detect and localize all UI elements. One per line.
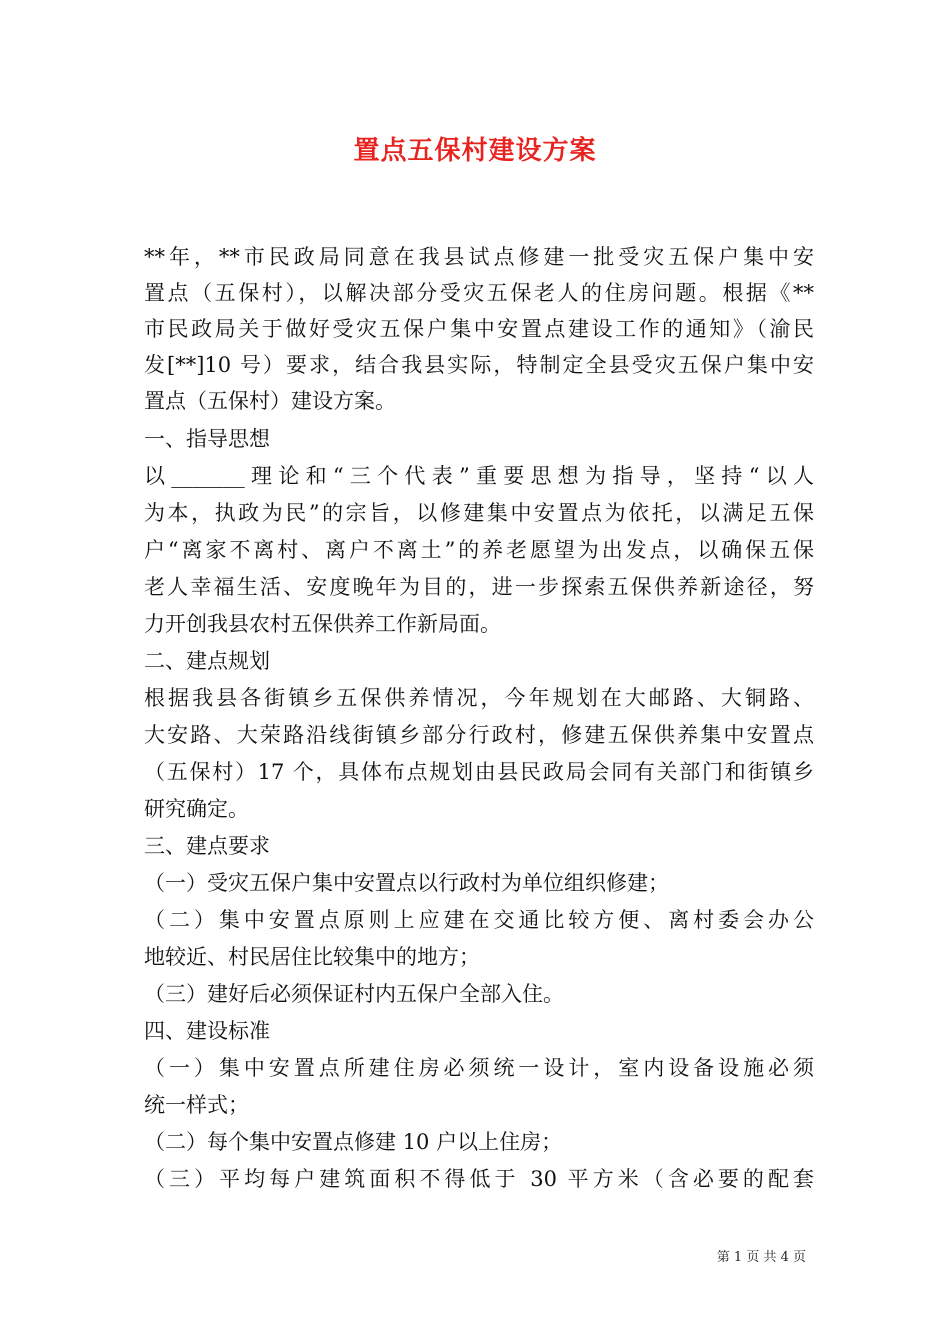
body-line: 老人幸福生活、安度晚年为目的，进一步探索五保供养新途径，努 (144, 575, 814, 599)
body-line: 市民政局关于做好受灾五保户集中安置点建设工作的通知》（渝民 (144, 317, 814, 341)
body-line: 发[**]10 号）要求，结合我县实际，特制定全县受灾五保户集中安 (144, 353, 814, 377)
body-line: 地较近、村民居住比较集中的地方； (144, 945, 480, 969)
body-line: 置点（五保村）建设方案。 (144, 389, 396, 413)
body-line: （一）集中安置点所建住房必须统一设计，室内设备设施必须 (144, 1056, 814, 1080)
body-line: 根据我县各街镇乡五保供养情况，今年规划在大邮路、大铜路、 (144, 686, 814, 710)
body-line: （二）集中安置点原则上应建在交通比较方便、离村委会办公 (144, 908, 814, 932)
body-line: 研究确定。 (144, 797, 249, 821)
section-heading: 一、指导思想 (144, 427, 270, 451)
section-heading: 二、建点规划 (144, 649, 270, 673)
body-line: 置点（五保村），以解决部分受灾五保老人的住房问题。根据《** (144, 281, 814, 305)
document-title: 置点五保村建设方案 (353, 136, 597, 166)
body-line: 户“离家不离村、离户不离土”的养老愿望为出发点，以确保五保 (144, 538, 814, 562)
page-footer: 第 1 页 共 4 页 (716, 1250, 806, 1265)
body-line: （二）每个集中安置点修建 10 户以上住房； (144, 1130, 563, 1154)
body-line: 统一样式； (144, 1093, 249, 1117)
body-line: （三）平均每户建筑面积不得低于 30 平方米（含必要的配套 (144, 1167, 814, 1191)
body-line: （三）建好后必须保证村内五保户全部入住。 (144, 982, 564, 1006)
body-line: **年，**市民政局同意在我县试点修建一批受灾五保户集中安 (144, 245, 814, 269)
section-heading: 三、建点要求 (144, 834, 270, 858)
body-line: （五保村）17 个，具体布点规划由县民政局会同有关部门和街镇乡 (144, 760, 814, 784)
section-heading: 四、建设标准 (144, 1019, 270, 1043)
body-line: 为本，执政为民”的宗旨，以修建集中安置点为依托，以满足五保 (144, 501, 814, 525)
body-line: 大安路、大荣路沿线街镇乡部分行政村，修建五保供养集中安置点 (144, 723, 814, 747)
body-line: （一）受灾五保户集中安置点以行政村为单位组织修建； (144, 871, 669, 895)
body-line: 以_______理论和“三个代表”重要思想为指导，坚持“以人 (144, 464, 814, 488)
body-line: 力开创我县农村五保供养工作新局面。 (144, 612, 501, 636)
